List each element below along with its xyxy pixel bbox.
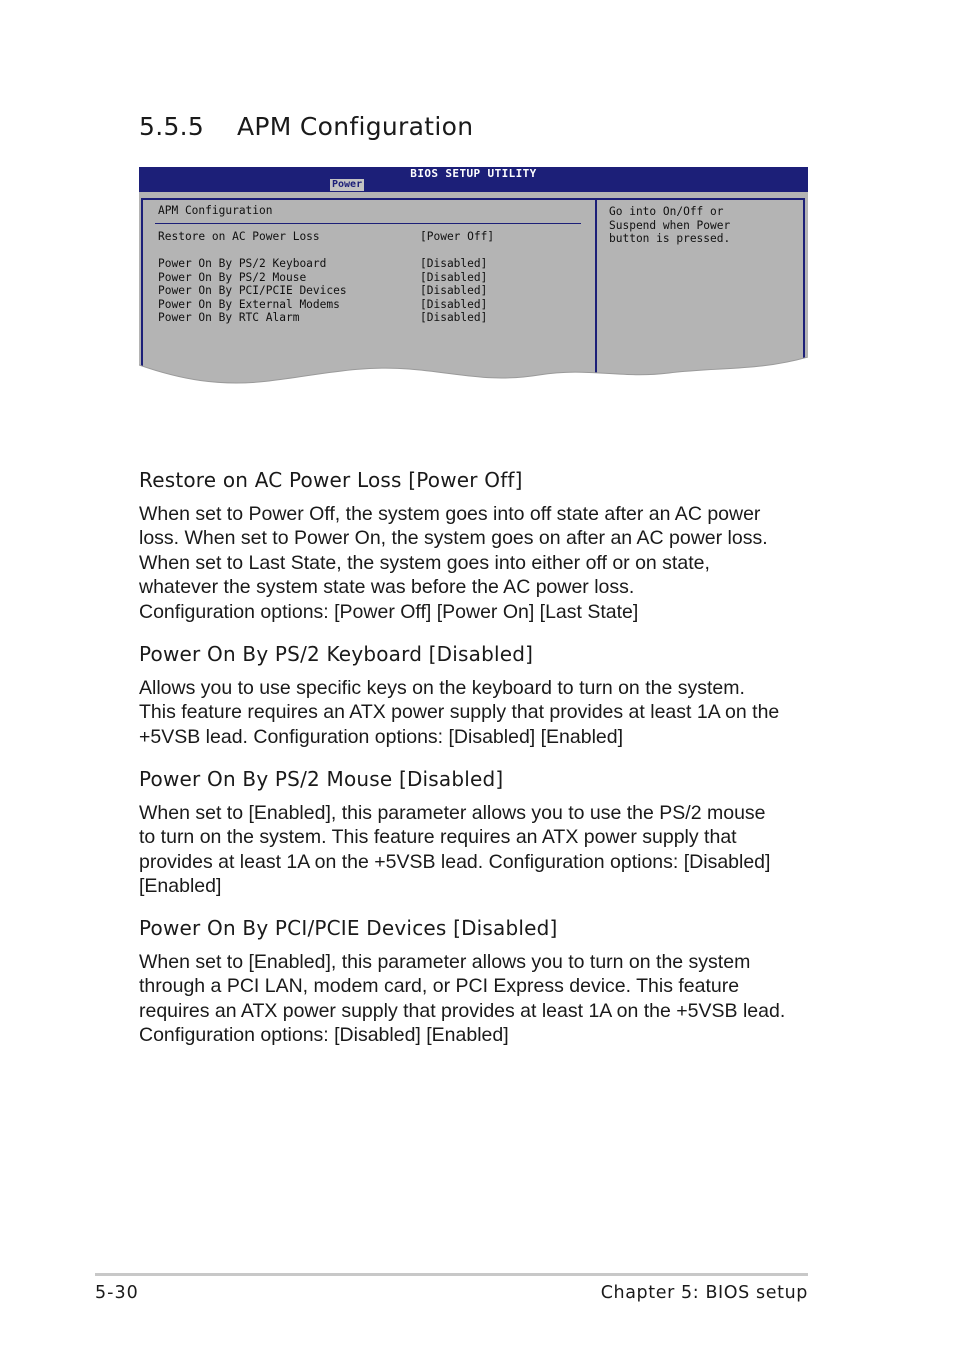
section-number: 5.5.5	[139, 112, 205, 141]
item-heading-pci-pcie: Power On By PCI/PCIE Devices [Disabled]	[139, 916, 558, 940]
page-number: 5-30	[95, 1283, 139, 1303]
bios-setting-label: Power On By PS/2 Mouse	[158, 270, 307, 284]
bios-setting-ps2-keyboard[interactable]	[158, 257, 488, 271]
description-line: whatever the system state was before the AC power loss.	[139, 576, 635, 599]
item-description-pci-pcie	[139, 950, 819, 1048]
description-line: When set to Last State, the system goes into either off or on state,	[139, 551, 710, 574]
description-line: Configuration options: [Disabled] [Enabled]	[139, 1024, 509, 1047]
bios-setting-value[interactable]: [Disabled]	[420, 297, 488, 311]
description-line: When set to [Enabled], this parameter allows you to turn on the system	[139, 951, 751, 973]
bios-setting-label: Power On By PS/2 Keyboard	[158, 257, 327, 270]
item-heading-ps2-keyboard: Power On By PS/2 Keyboard [Disabled]	[139, 642, 534, 666]
chapter-title: Chapter 5: BIOS setup	[600, 1283, 808, 1303]
item-description-restore-ac	[139, 502, 819, 624]
bios-setting-label: Power On By External Modems	[158, 297, 340, 311]
description-line: [Enabled]	[139, 875, 222, 898]
description-line: loss. When set to Power On, the system goes on after an AC power loss.	[139, 527, 768, 550]
description-line: +5VSB lead. Configuration options: [Disabled] [Enabled]	[139, 725, 624, 748]
bios-help-line: Go into On/Off or	[609, 205, 724, 218]
bios-setting-restore-ac-power-loss[interactable]	[158, 230, 495, 244]
section-heading	[139, 112, 473, 141]
bios-title-bar	[139, 167, 808, 192]
description-line: requires an ATX power supply that provides at least 1A on the +5VSB lead.	[139, 999, 786, 1022]
footer-rule	[95, 1273, 808, 1276]
item-description-ps2-keyboard	[139, 676, 819, 749]
bios-help-line: Suspend when Power	[609, 218, 731, 232]
bios-setting-value[interactable]: [Disabled]	[420, 257, 488, 270]
bios-setting-label: Restore on AC Power Loss	[158, 230, 320, 243]
bios-setting-value[interactable]: [Power Off]	[420, 230, 495, 243]
item-heading-restore-ac: Restore on AC Power Loss [Power Off]	[139, 468, 523, 492]
bios-heading-rule	[155, 223, 581, 224]
description-line: This feature requires an ATX power supply that provides at least 1A on the	[139, 701, 780, 724]
bios-help-line: button is pressed.	[609, 232, 731, 245]
description-line: to turn on the system. This feature requires an ATX power supply that	[139, 826, 737, 849]
bios-setting-ps2-mouse[interactable]	[158, 270, 488, 285]
description-line: When set to [Enabled], this parameter allows you to use the PS/2 mouse	[139, 802, 766, 824]
bios-setting-value[interactable]: [Disabled]	[420, 284, 488, 297]
description-line: Configuration options: [Power Off] [Power On] [Last State]	[139, 600, 639, 623]
description-line: provides at least 1A on the +5VSB lead. Configuration options: [Disabled]	[139, 850, 771, 873]
bios-tab-power[interactable]: Power	[332, 179, 363, 190]
section-title: APM Configuration	[237, 112, 474, 141]
bios-help-text	[609, 205, 799, 246]
bios-screenshot	[139, 167, 808, 392]
bios-settings-list	[158, 230, 495, 325]
bios-setting-pci-pcie-devices[interactable]	[158, 284, 488, 298]
description-line: through a PCI LAN, modem card, or PCI Express device. This feature	[139, 975, 740, 998]
bios-setting-value[interactable]: [Disabled]	[420, 311, 488, 324]
item-description-ps2-mouse	[139, 801, 819, 899]
bios-title: BIOS SETUP UTILITY	[410, 167, 537, 180]
torn-edge-decoration	[139, 357, 808, 392]
bios-setting-rtc-alarm[interactable]	[158, 311, 488, 325]
bios-panel-heading: APM Configuration	[158, 204, 273, 217]
description-line: Allows you to use specific keys on the keyboard to turn on the system.	[139, 677, 745, 699]
bios-setting-label: Power On By PCI/PCIE Devices	[158, 284, 347, 297]
bios-setting-value[interactable]: [Disabled]	[420, 270, 488, 284]
item-heading-ps2-mouse: Power On By PS/2 Mouse [Disabled]	[139, 767, 504, 791]
bios-setting-external-modems[interactable]	[158, 297, 488, 312]
bios-setting-label: Power On By RTC Alarm	[158, 311, 300, 324]
description-line: When set to Power Off, the system goes into off state after an AC power	[139, 503, 761, 525]
